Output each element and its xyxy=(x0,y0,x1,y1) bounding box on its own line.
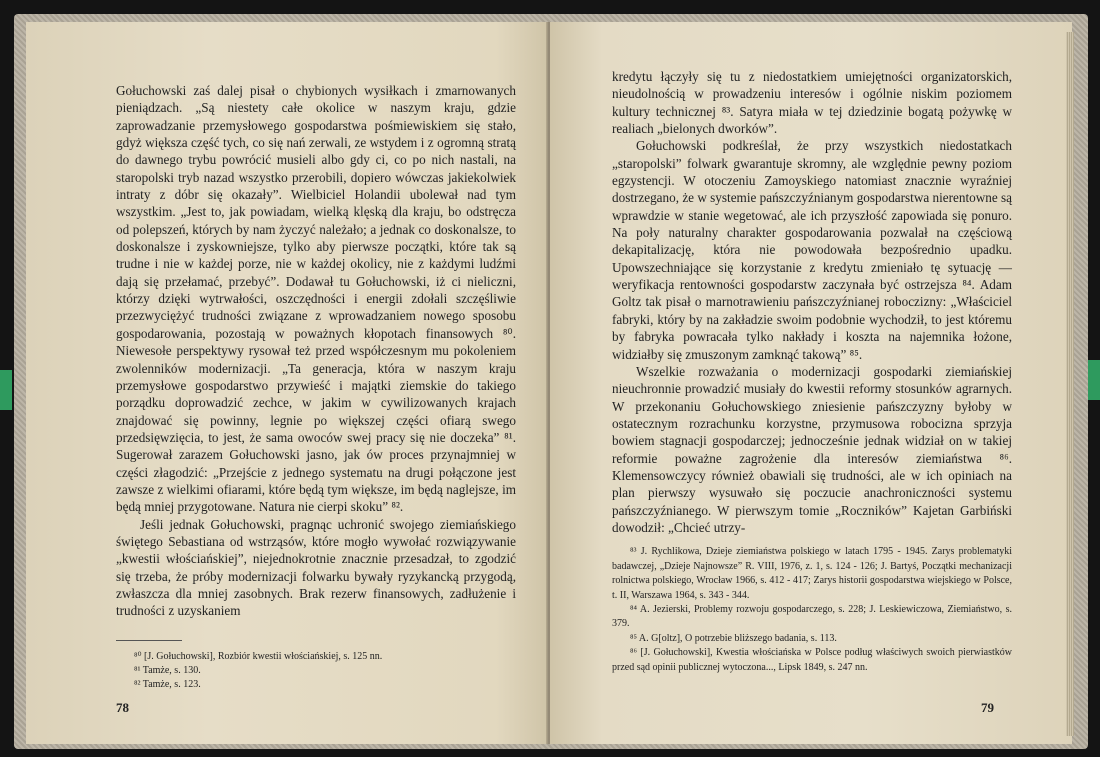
page-number-left: 78 xyxy=(116,700,129,715)
footnote: ⁸¹ Tamże, s. 130. xyxy=(134,665,201,677)
footnote: ⁸⁵ A. G[oltz], O potrzebie bliższego badania, s. 113. xyxy=(630,632,837,644)
book-spread xyxy=(26,22,1072,744)
left-page-body xyxy=(116,82,516,620)
paragraph: Gołuchowski zaś dalej pisał o chybionych wysiłkach i zmarnowanych pieniądzach. „Są niestety całe okolice w naszym kraju, gdzie zaprowadzanie przemysłowego gospodarstwa pośmiewiskiem się stało, gdyż większa część tych, co się nań zerwali, ze wstydem i z ogromną stratą do dawnego trybu powrócić musieli albo gdy ci, co po nich nastali, na staropolski tryb nazad wszystko przerobili, dopiero wówczas jakiekolwiek intraty z dóbr się okazały”. Wielbiciel Holandii ubolewał nad tym wszystkim. „Jest to, jak powiadam, wielką klęską dla kraju, bo odstręcza od polepszeń, których by nam życzyć należało; a jednak co doskonalsze, to doskonalsze i zyskowniejsze, tylko aby pierwsze początki, które tak są trudne i nie w każdej porze, nie w każdej okolicy, nie z każdymi ludźmi dają się przełamać, przebyć”. Dodawał tu Gołuchowski, iż ci nieliczni, którzy dzięki wytrwałości, oszczędności i energii zdołali szczęśliwie przezwyciężyć trudności związane z wprowadzaniem nowego sposobu gospodarowania, pozostają w poważnych kłopotach finansowych ⁸⁰. Niewesołe perspektywy rysował też przed współczesnym mu pokoleniem zwolenników modernizacji. „Ta generacja, która w naszym kraju przemysłowe gospodarstwo przywieść i majątki ziemskie do takiego porządku doprowadzić zechce, w jakim w cywilizowanych krajach znajdować się powinny, legnie po większej części ofiarą swego przedsięwzięcia, to jest, że sama owoców swej pracy się nie doczeka” ⁸¹. Sugerował zarazem Gołuchowski jasno, jak ów proces przynajmniej w części złagodzić: „Przejście z jednego systematu na drugi połączone jest zawsze z wielkimi ofiarami, które będą tym większe, im będą naglejsze, im będą mniej przygotowane. Natura nie cierpi skoku” ⁸². xyxy=(116,83,516,515)
footnote: ⁸² Tamże, s. 123. xyxy=(134,679,201,691)
footnote: ⁸³ J. Rychlikowa, Dzieje ziemiaństwa polskiego w latach 1795 - 1945. Zarys problematyki badawczej, „Dzieje Najnowsze” R. VIII, 1976, z. 1, s. 124 - 126; J. Bartyś, Początki mechanizacji rolnictwa polskiego, Wrocław 1966, s. 412 - 417; Zarys historii gospodarstwa wiejskiego w Polsce, t. II, Warszawa 1964, s. 343 - 344. xyxy=(612,546,1012,601)
paragraph: Jeśli jednak Gołuchowski, pragnąc uchronić swojego ziemiańskiego świętego Sebastiana od wstrząsów, które mogło wywołać rozwiązywanie „kwestii włościańskiej”, niejednokrotnie znacznie przesadzał, to zgodzić się trzeba, że próby modernizacji folwarku bywały ryzykancką przygodą, zwłaszcza dla mniej zasobnych. Brak rezerw finansowych, zadłużenie i trudności z uzyskaniem xyxy=(116,516,516,619)
paragraph: Gołuchowski podkreślał, że przy wszystkich niedostatkach „staropolski” folwark gwarantuje skromny, ale względnie pewny poziom egzystencji. W otoczeniu Zamoyskiego natomiast znacznie wyraźniej dostrzegano, że w systemie pańszczyźnianym gospodarstwa nierentowne są wprawdzie w stanie wegetować, ale ich przyszłość zapowiada się ponuro. Na poły naturalny charakter gospodarowania pozwalał na częściową dekapitalizację, która nie powodowała bezpośrednio upadku. Upowszechniające się korzystanie z kredytu zmieniało tę sytuację — weryfikacja rentowności gospodarstw zaczynała być ostrzejsza ⁸⁴. Adam Goltz tak pisał o marnotrawieniu pańszczyźnianej roboczizny: „Właściciel fabryki, który by na zakładzie swoim podobnie wychodził, to jest któremu by fabryka powracała tylko nakłady i koszta na najemnika łożone, widziałby się zmuszonym zamknąć takową” ⁸⁵. xyxy=(612,138,1012,362)
paragraph: kredytu łączyły się tu z niedostatkiem umiejętności organizatorskich, nieudolnością w prowadzeniu interesów i ogólnie niskim poziomem kultury technicznej ⁸³. Satyra miała w tej dziedzinie bogatą pożywkę w realiach „bielonych dworków”. xyxy=(612,69,1012,137)
footnote: ⁸⁶ [J. Gołuchowski], Kwestia włościańska w Polsce podług właściwych swoich pierwiastków przed sąd opinii publicznej wytoczona..., Lipsk 1849, s. 247 nn. xyxy=(612,647,1012,673)
right-page xyxy=(550,22,1072,744)
left-page xyxy=(26,22,548,744)
footnote: ⁸⁰ [J. Gołuchowski], Rozbiór kwestii włościańskiej, s. 125 nn. xyxy=(134,650,383,662)
page-edges xyxy=(1066,32,1074,736)
page-number-right: 79 xyxy=(981,700,994,715)
bookmark-ribbon-left xyxy=(0,370,12,410)
footnote: ⁸⁴ A. Jezierski, Problemy rozwoju gospodarczego, s. 228; J. Leskiewiczowa, Ziemiaństwo, s. 379. xyxy=(612,603,1012,630)
bookmark-ribbon-right xyxy=(1088,360,1100,400)
footnote-divider xyxy=(116,640,182,641)
right-page-body xyxy=(612,68,1012,536)
right-footnotes xyxy=(612,545,1012,675)
left-footnotes xyxy=(116,650,516,693)
paragraph: Wszelkie rozważania o modernizacji gospodarki ziemiańskiej nieuchronnie prowadzić musiały do kwestii reformy stosunków agrarnych. W przekonaniu Gołuchowskiego zniesienie pańszczyzny byłoby w ostatecznym rozrachunku korzystne, przymusowa robocizna sprzyja bowiem stagnacji gospodarczej; jednocześnie jednak widział on w takiej reformie poważne zagrożenie dla interesów ziemiaństwa ⁸⁶. Klemensowczycy również obawiali się trudności, ale w ich opiniach na plan pierwszy wysuwało się poczucie anachroniczności systemu pańszczyźnianego. W pierwszym tomie „Roczników” Kajetan Garbiński dowodził: „Chcieć utrzy- xyxy=(612,363,1012,535)
